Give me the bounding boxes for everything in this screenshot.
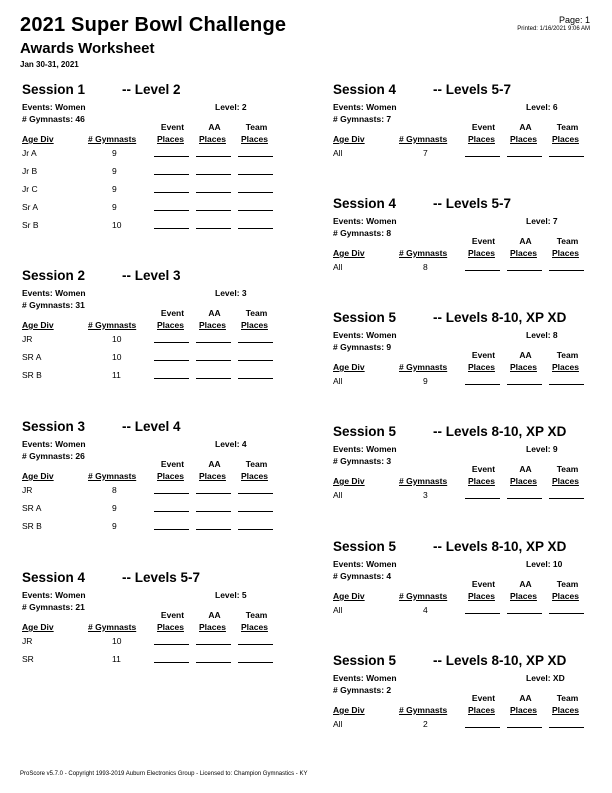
- printed-timestamp: Printed: 1/16/2021 9:06 AM: [517, 26, 590, 32]
- age-div-header: Age Div: [333, 362, 365, 372]
- session-level-range: -- Levels 5-7: [122, 570, 201, 585]
- team-places-header: Places: [552, 362, 579, 372]
- session-title: Session 5: [333, 424, 397, 439]
- aa-places-header: Places: [199, 471, 226, 481]
- team-places-blank[interactable]: [238, 360, 273, 361]
- aa-places-blank[interactable]: [507, 270, 542, 271]
- table-row: [22, 148, 282, 162]
- team-places-header: Places: [241, 471, 268, 481]
- event-places-header: Places: [468, 248, 495, 258]
- session-block: [22, 268, 282, 408]
- age-div-header: Age Div: [333, 248, 365, 258]
- level-label: Level: 2: [215, 102, 247, 112]
- gymnasts-header: # Gymnasts: [399, 134, 448, 144]
- age-division: SR B: [22, 521, 42, 531]
- team-places-header: Places: [241, 622, 268, 632]
- team-col-top: Team: [556, 236, 579, 246]
- gymnast-count: 8: [112, 485, 117, 495]
- table-row: [333, 262, 593, 276]
- events-label: Events: Women: [22, 102, 86, 112]
- age-div-header: Age Div: [22, 134, 54, 144]
- team-col-top: Team: [245, 122, 268, 132]
- gymnast-count: 10: [112, 220, 122, 230]
- gymnasts-header: # Gymnasts: [88, 471, 137, 481]
- team-col-top: Team: [245, 610, 268, 620]
- gymnasts-header: # Gymnasts: [399, 248, 448, 258]
- session-level-range: -- Levels 8-10, XP XD: [433, 653, 567, 668]
- aa-places-header: Places: [199, 622, 226, 632]
- session-level-range: -- Levels 8-10, XP XD: [433, 539, 567, 554]
- session-title: Session 4: [333, 196, 397, 211]
- aa-places-blank[interactable]: [196, 210, 231, 211]
- event-col-top: Event: [160, 459, 185, 469]
- event-col-top: Event: [471, 693, 496, 703]
- aa-col-top: AA: [519, 236, 532, 246]
- aa-col-top: AA: [208, 459, 221, 469]
- event-places-blank[interactable]: [154, 378, 189, 379]
- event-places-header: Places: [157, 134, 184, 144]
- aa-col-top: AA: [208, 122, 221, 132]
- gymnast-count: 9: [112, 202, 117, 212]
- gymnasts-header: # Gymnasts: [88, 622, 137, 632]
- event-places-blank[interactable]: [465, 384, 500, 385]
- team-col-top: Team: [556, 693, 579, 703]
- session-level-range: -- Levels 8-10, XP XD: [433, 310, 567, 325]
- session-title: Session 2: [22, 268, 86, 283]
- team-places-blank[interactable]: [238, 511, 273, 512]
- gymnasts-header: # Gymnasts: [399, 476, 448, 486]
- gymnast-count-label: # Gymnasts: 3: [333, 456, 392, 466]
- team-places-header: Places: [241, 320, 268, 330]
- aa-col-top: AA: [519, 579, 532, 589]
- team-places-blank[interactable]: [238, 192, 273, 193]
- aa-places-header: Places: [510, 591, 537, 601]
- table-row: [22, 503, 282, 517]
- gymnast-count: 9: [112, 503, 117, 513]
- level-label: Level: 7: [526, 216, 558, 226]
- table-row: [22, 334, 282, 348]
- event-places-blank[interactable]: [465, 270, 500, 271]
- aa-places-blank[interactable]: [507, 727, 542, 728]
- age-division: All: [333, 605, 343, 615]
- team-places-blank[interactable]: [238, 156, 273, 157]
- aa-places-header: Places: [510, 705, 537, 715]
- aa-places-blank[interactable]: [196, 156, 231, 157]
- aa-places-blank[interactable]: [507, 156, 542, 157]
- table-row: [22, 521, 282, 535]
- event-col-top: Event: [160, 610, 185, 620]
- age-division: SR B: [22, 370, 42, 380]
- event-places-header: Places: [157, 320, 184, 330]
- level-label: Level: 6: [526, 102, 558, 112]
- events-label: Events: Women: [22, 590, 86, 600]
- session-title: Session 4: [333, 82, 397, 97]
- event-places-header: Places: [157, 622, 184, 632]
- event-places-header: Places: [468, 705, 495, 715]
- aa-places-blank[interactable]: [196, 342, 231, 343]
- aa-places-blank[interactable]: [507, 384, 542, 385]
- team-col-top: Team: [245, 459, 268, 469]
- table-row: [22, 485, 282, 499]
- event-places-blank[interactable]: [465, 613, 500, 614]
- age-div-header: Age Div: [333, 134, 365, 144]
- event-places-blank[interactable]: [154, 529, 189, 530]
- session-block: [22, 82, 282, 230]
- team-places-blank[interactable]: [238, 342, 273, 343]
- age-div-header: Age Div: [333, 705, 365, 715]
- aa-places-blank[interactable]: [196, 511, 231, 512]
- events-label: Events: Women: [22, 288, 86, 298]
- gymnast-count: 10: [112, 352, 122, 362]
- gymnast-count-label: # Gymnasts: 9: [333, 342, 392, 352]
- aa-col-top: AA: [208, 610, 221, 620]
- event-places-header: Places: [468, 134, 495, 144]
- event-col-top: Event: [471, 464, 496, 474]
- gymnast-count: 9: [112, 521, 117, 531]
- gymnast-count-label: # Gymnasts: 46: [22, 114, 85, 124]
- table-row: [22, 654, 282, 668]
- team-places-blank[interactable]: [549, 270, 584, 271]
- session-title: Session 5: [333, 310, 397, 325]
- team-places-header: Places: [552, 134, 579, 144]
- aa-col-top: AA: [519, 350, 532, 360]
- age-division: Jr C: [22, 184, 38, 194]
- level-label: Level: XD: [526, 673, 565, 683]
- footer-copyright: ProScore v5.7.0 - Copyright 1993-2019 Auburn Electronics Group - Licensed to: Champion Gymnastics - KY: [20, 771, 308, 777]
- gymnast-count: 11: [112, 654, 121, 664]
- age-division: JR: [22, 334, 33, 344]
- team-places-header: Places: [552, 476, 579, 486]
- event-places-blank[interactable]: [154, 342, 189, 343]
- gymnast-count: 10: [112, 334, 122, 344]
- gymnast-count-label: # Gymnasts: 31: [22, 300, 85, 310]
- table-row: [22, 184, 282, 198]
- team-places-blank[interactable]: [238, 662, 273, 663]
- gymnasts-header: # Gymnasts: [399, 705, 448, 715]
- level-label: Level: 8: [526, 330, 558, 340]
- events-label: Events: Women: [333, 559, 397, 569]
- table-row: [333, 719, 593, 733]
- event-places-blank[interactable]: [465, 727, 500, 728]
- team-places-blank[interactable]: [549, 498, 584, 499]
- gymnast-count: 3: [423, 490, 428, 500]
- team-places-blank[interactable]: [238, 493, 273, 494]
- event-col-top: Event: [160, 308, 185, 318]
- table-row: [22, 166, 282, 180]
- aa-places-header: Places: [510, 362, 537, 372]
- table-row: [22, 370, 282, 384]
- event-places-blank[interactable]: [154, 228, 189, 229]
- gymnast-count: 10: [112, 636, 122, 646]
- event-places-blank[interactable]: [154, 511, 189, 512]
- age-division: All: [333, 490, 343, 500]
- table-row: [22, 352, 282, 366]
- aa-col-top: AA: [208, 308, 221, 318]
- age-division: All: [333, 262, 343, 272]
- aa-places-blank[interactable]: [196, 192, 231, 193]
- gymnasts-header: # Gymnasts: [88, 320, 137, 330]
- table-row: [333, 490, 593, 504]
- age-division: SR A: [22, 503, 42, 513]
- aa-places-blank[interactable]: [196, 662, 231, 663]
- page-number: Page: 1: [558, 15, 590, 25]
- aa-places-blank[interactable]: [196, 174, 231, 175]
- team-col-top: Team: [245, 308, 268, 318]
- event-col-top: Event: [471, 579, 496, 589]
- event-places-header: Places: [468, 476, 495, 486]
- session-level-range: -- Levels 5-7: [433, 196, 512, 211]
- age-div-header: Age Div: [22, 622, 54, 632]
- team-col-top: Team: [556, 122, 579, 132]
- team-places-blank[interactable]: [238, 529, 273, 530]
- age-div-header: Age Div: [333, 591, 365, 601]
- table-row: [333, 605, 593, 619]
- age-div-header: Age Div: [333, 476, 365, 486]
- event-places-blank[interactable]: [154, 360, 189, 361]
- event-places-blank[interactable]: [465, 156, 500, 157]
- level-label: Level: 10: [526, 559, 563, 569]
- aa-places-blank[interactable]: [196, 228, 231, 229]
- age-division: JR: [22, 636, 33, 646]
- session-level-range: -- Level 3: [122, 268, 181, 283]
- aa-places-blank[interactable]: [196, 360, 231, 361]
- event-places-blank[interactable]: [154, 174, 189, 175]
- team-places-blank[interactable]: [549, 156, 584, 157]
- session-title: Session 5: [333, 539, 397, 554]
- age-division: SR A: [22, 352, 42, 362]
- level-label: Level: 3: [215, 288, 247, 298]
- team-col-top: Team: [556, 579, 579, 589]
- aa-places-blank[interactable]: [196, 378, 231, 379]
- gymnast-count-label: # Gymnasts: 21: [22, 602, 85, 612]
- aa-places-blank[interactable]: [196, 529, 231, 530]
- event-places-header: Places: [468, 362, 495, 372]
- gymnast-count-label: # Gymnasts: 7: [333, 114, 392, 124]
- session-title: Session 3: [22, 419, 86, 434]
- session-block: [333, 653, 593, 793]
- aa-places-blank[interactable]: [507, 613, 542, 614]
- team-places-header: Places: [241, 134, 268, 144]
- event-col-top: Event: [471, 236, 496, 246]
- aa-places-header: Places: [510, 248, 537, 258]
- page-subtitle: Awards Worksheet: [20, 40, 155, 57]
- age-division: SR: [22, 654, 34, 664]
- event-places-header: Places: [157, 471, 184, 481]
- level-label: Level: 9: [526, 444, 558, 454]
- team-places-blank[interactable]: [238, 228, 273, 229]
- aa-col-top: AA: [519, 693, 532, 703]
- aa-places-header: Places: [199, 320, 226, 330]
- gymnasts-header: # Gymnasts: [88, 134, 137, 144]
- team-places-blank[interactable]: [238, 644, 273, 645]
- gymnast-count: 8: [423, 262, 428, 272]
- gymnast-count-label: # Gymnasts: 26: [22, 451, 85, 461]
- event-col-top: Event: [471, 122, 496, 132]
- session-level-range: -- Levels 5-7: [433, 82, 512, 97]
- team-places-blank[interactable]: [549, 727, 584, 728]
- event-places-blank[interactable]: [465, 498, 500, 499]
- team-col-top: Team: [556, 350, 579, 360]
- event-places-blank[interactable]: [154, 210, 189, 211]
- age-div-header: Age Div: [22, 320, 54, 330]
- aa-places-header: Places: [199, 134, 226, 144]
- session-level-range: -- Level 4: [122, 419, 181, 434]
- session-block: [22, 419, 282, 559]
- events-label: Events: Women: [333, 444, 397, 454]
- aa-col-top: AA: [519, 464, 532, 474]
- age-division: All: [333, 148, 343, 158]
- session-title: Session 1: [22, 82, 86, 97]
- gymnast-count: 7: [423, 148, 428, 158]
- aa-places-header: Places: [510, 134, 537, 144]
- gymnast-count: 9: [423, 376, 428, 386]
- session-title: Session 4: [22, 570, 86, 585]
- event-places-header: Places: [468, 591, 495, 601]
- team-col-top: Team: [556, 464, 579, 474]
- aa-places-header: Places: [510, 476, 537, 486]
- events-label: Events: Women: [22, 439, 86, 449]
- gymnasts-header: # Gymnasts: [399, 362, 448, 372]
- table-row: [333, 148, 593, 162]
- aa-places-blank[interactable]: [196, 493, 231, 494]
- gymnast-count: 9: [112, 148, 117, 158]
- team-places-header: Places: [552, 591, 579, 601]
- age-division: Jr A: [22, 148, 37, 158]
- team-places-blank[interactable]: [549, 613, 584, 614]
- event-places-blank[interactable]: [154, 192, 189, 193]
- aa-places-blank[interactable]: [507, 498, 542, 499]
- events-label: Events: Women: [333, 673, 397, 683]
- table-row: [333, 376, 593, 390]
- level-label: Level: 4: [215, 439, 247, 449]
- table-row: [22, 202, 282, 216]
- gymnast-count-label: # Gymnasts: 8: [333, 228, 392, 238]
- team-places-header: Places: [552, 705, 579, 715]
- events-label: Events: Women: [333, 216, 397, 226]
- event-places-blank[interactable]: [154, 644, 189, 645]
- event-places-blank[interactable]: [154, 662, 189, 663]
- age-division: Jr B: [22, 166, 38, 176]
- age-div-header: Age Div: [22, 471, 54, 481]
- age-division: Sr B: [22, 220, 39, 230]
- gymnast-count: 4: [423, 605, 428, 615]
- level-label: Level: 5: [215, 590, 247, 600]
- gymnast-count: 9: [112, 166, 117, 176]
- age-division: Sr A: [22, 202, 39, 212]
- gymnast-count: 2: [423, 719, 428, 729]
- aa-places-blank[interactable]: [196, 644, 231, 645]
- age-division: All: [333, 376, 343, 386]
- table-row: [22, 636, 282, 650]
- events-label: Events: Women: [333, 330, 397, 340]
- team-places-blank[interactable]: [238, 174, 273, 175]
- team-places-header: Places: [552, 248, 579, 258]
- gymnast-count-label: # Gymnasts: 4: [333, 571, 392, 581]
- meet-date: Jan 30-31, 2021: [20, 60, 79, 69]
- session-level-range: -- Levels 8-10, XP XD: [433, 424, 567, 439]
- event-col-top: Event: [160, 122, 185, 132]
- gymnast-count: 9: [112, 184, 117, 194]
- gymnast-count-label: # Gymnasts: 2: [333, 685, 392, 695]
- table-row: [22, 220, 282, 234]
- session-level-range: -- Level 2: [122, 82, 181, 97]
- event-places-blank[interactable]: [154, 493, 189, 494]
- session-block: [22, 570, 282, 710]
- event-places-blank[interactable]: [154, 156, 189, 157]
- gymnasts-header: # Gymnasts: [399, 591, 448, 601]
- age-division: All: [333, 719, 343, 729]
- team-places-blank[interactable]: [549, 384, 584, 385]
- session-title: Session 5: [333, 653, 397, 668]
- aa-col-top: AA: [519, 122, 532, 132]
- event-col-top: Event: [471, 350, 496, 360]
- page-title: 2021 Super Bowl Challenge: [20, 14, 287, 36]
- age-division: JR: [22, 485, 33, 495]
- team-places-blank[interactable]: [238, 378, 273, 379]
- gymnast-count: 11: [112, 370, 121, 380]
- team-places-blank[interactable]: [238, 210, 273, 211]
- events-label: Events: Women: [333, 102, 397, 112]
